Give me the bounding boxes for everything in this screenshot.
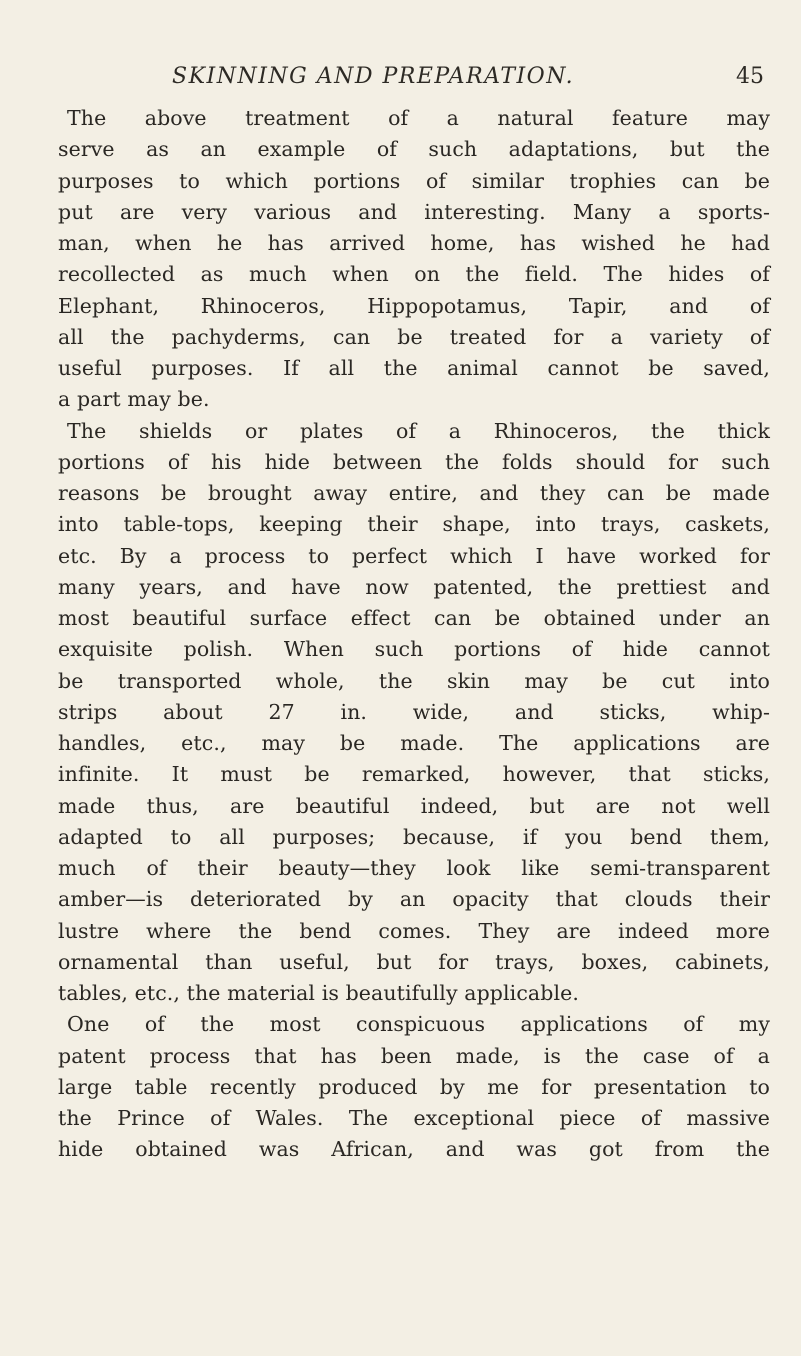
text-line: into table-tops, keeping their shape, into trays, caskets, xyxy=(58,512,770,537)
text-line: large table recently produced by me for presentation to xyxy=(58,1074,770,1099)
text-line: infinite. It must be remarked, however, that sticks, xyxy=(58,762,770,787)
running-head xyxy=(0,64,801,104)
text-line: ornamental than useful, but for trays, boxes, cabinets, xyxy=(58,949,770,974)
text-line: portions of his hide between the folds should for such xyxy=(58,449,770,474)
text-line: reasons be brought away entire, and they can be made xyxy=(58,481,770,505)
text-line: strips about 27 in. wide, and sticks, whip- xyxy=(58,699,770,724)
text-line: The shields or plates of a Rhinoceros, the thick xyxy=(67,418,770,443)
text-line: exquisite polish. When such portions of hide cannot xyxy=(58,637,770,662)
text-line: hide obtained was African, and was got from the xyxy=(58,1137,770,1162)
running-title: SKINNING AND PREPARATION. xyxy=(172,64,575,89)
text-line: be transported whole, the skin may be cut into xyxy=(58,668,770,693)
text-line: recollected as much when on the field. The hides of xyxy=(58,262,770,287)
text-line: put are very various and interesting. Many a sports- xyxy=(58,199,770,224)
text-line: a part may be. xyxy=(58,387,210,412)
text-line: purposes to which portions of similar trophies can be xyxy=(58,168,770,193)
text-line: all the pachyderms, can be treated for a variety of xyxy=(58,324,770,349)
text-line: man, when he has arrived home, has wished he had xyxy=(58,231,770,255)
text-line: etc. By a process to perfect which I have worked for xyxy=(58,543,770,568)
text-line: tables, etc., the material is beautifully applicable. xyxy=(58,981,579,1005)
body-text xyxy=(58,103,770,1166)
page-number: 45 xyxy=(736,64,764,89)
text-line: amber—is deteriorated by an opacity that clouds their xyxy=(58,887,770,912)
text-line: lustre where the bend comes. They are indeed more xyxy=(58,918,770,943)
text-line: Elephant, Rhinoceros, Hippopotamus, Tapir, and of xyxy=(58,293,770,318)
text-line: most beautiful surface effect can be obtained under an xyxy=(58,606,770,630)
text-line: useful purposes. If all the animal cannot be saved, xyxy=(58,356,770,380)
text-line: the Prince of Wales. The exceptional piece of massive xyxy=(58,1106,770,1130)
text-line: One of the most conspicuous applications of my xyxy=(67,1012,770,1037)
text-line: made thus, are beautiful indeed, but are not well xyxy=(58,793,770,818)
text-line: adapted to all purposes; because, if you bend them, xyxy=(58,824,770,849)
text-line: patent process that has been made, is the case of a xyxy=(58,1043,770,1068)
text-line: handles, etc., may be made. The applications are xyxy=(58,731,770,755)
text-line: The above treatment of a natural feature may xyxy=(67,106,770,130)
text-line: much of their beauty—they look like semi-transparent xyxy=(58,856,770,880)
text-line: serve as an example of such adaptations, but the xyxy=(58,137,770,162)
text-line: many years, and have now patented, the prettiest and xyxy=(58,574,770,599)
